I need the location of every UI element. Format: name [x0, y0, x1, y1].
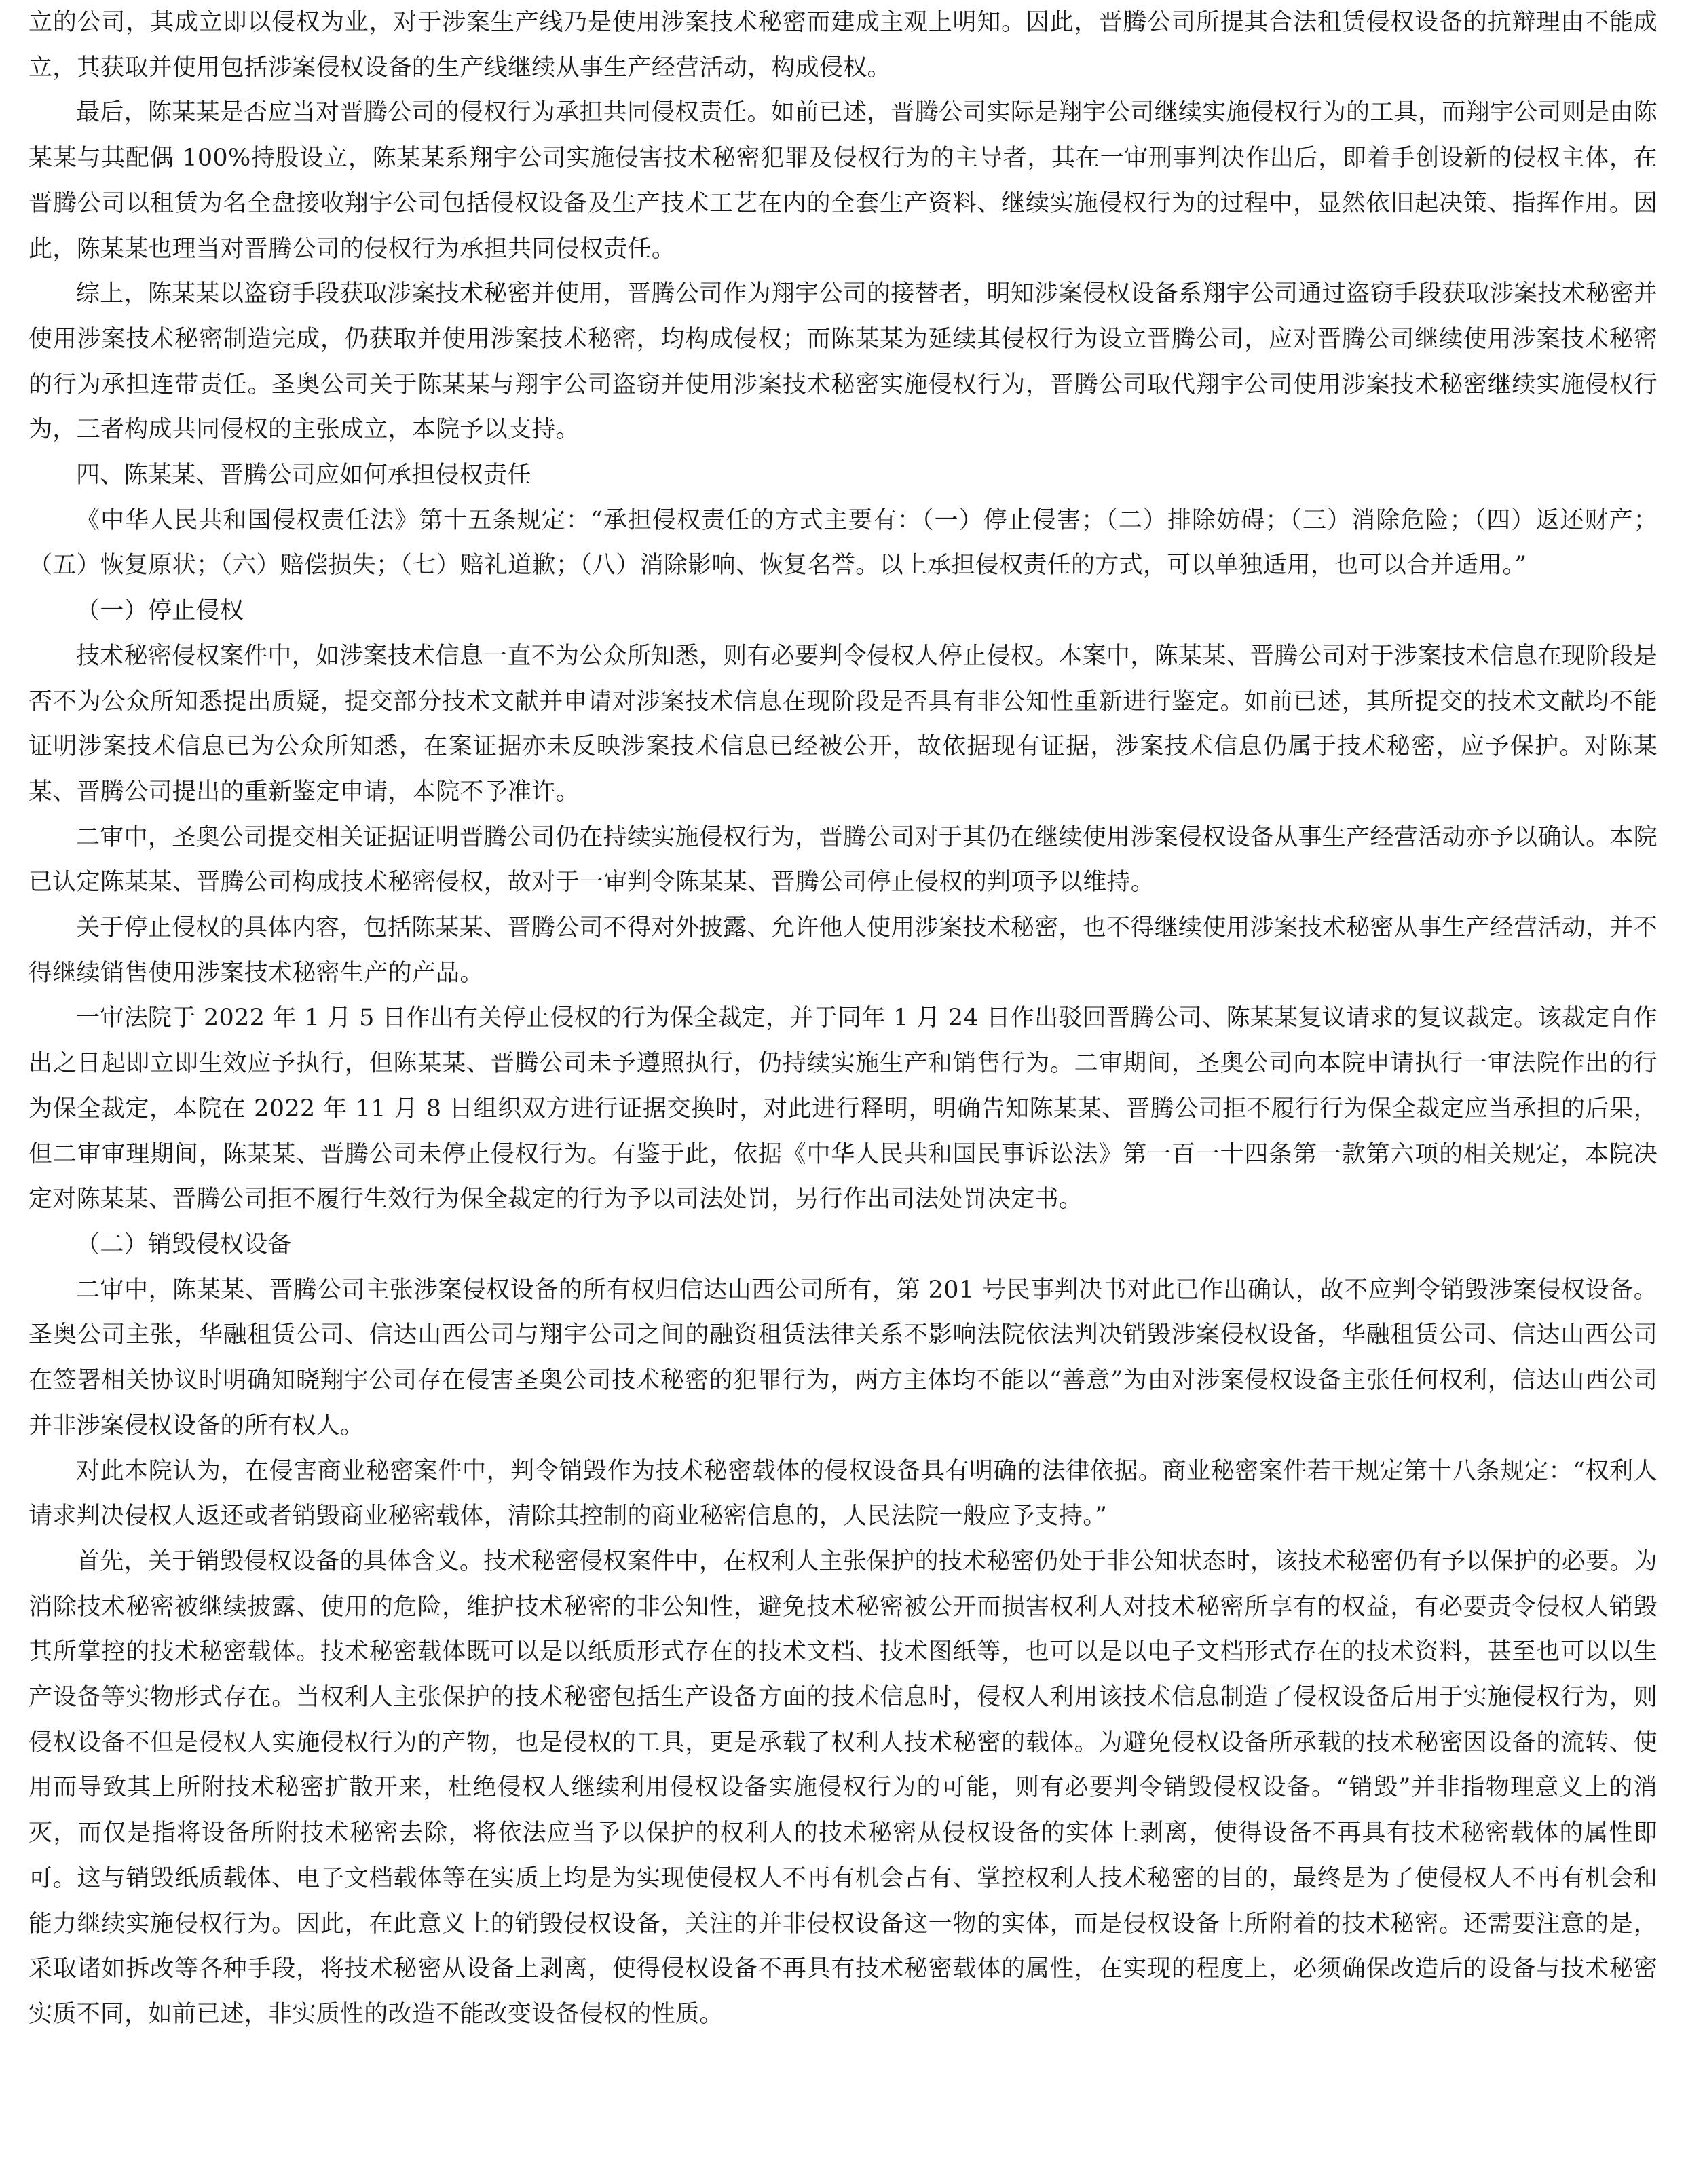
subsection-heading: （一）停止侵权 [76, 597, 244, 625]
paragraph: 《中华人民共和国侵权责任法》第十五条规定：“承担侵权责任的方式主要有：（一）停止侵害；（二）排除妨碍；（三）消除危险；（四）返还财产；（五）恢复原状；（六）赔偿损失；（七）赔礼道歉；（八）消除影响、恢复名誉。以上承担侵权责任的方式，可以单独适用，也可以合并适用。” [29, 506, 1657, 580]
section-heading: 四、陈某某、晋腾公司应如何承担侵权责任 [76, 462, 531, 489]
subsection-heading: （二）销毁侵权设备 [76, 1230, 292, 1258]
paragraph: 首先，关于销毁侵权设备的具体含义。技术秘密侵权案件中，在权利人主张保护的技术秘密仍处于非公知状态时，该技术秘密仍有予以保护的必要。为消除技术秘密被继续披露、使用的危险，维护技术秘密的非公知性，避免技术秘密被公开而损害权利人对技术秘密所享有的权益，有必要责令侵权人销毁其所掌控的技术秘密载体。技术秘密载体既可以是以纸质形式存在的技术文档、技术图纸等，也可以是以电子文档形式存在的技术资料，甚至也可以以生产设备等实物形式存在。当权利人主张保护的技术秘密包括生产设备方面的技术信息时，侵权人利用该技术信息制造了侵权设备后用于实施侵权行为，则侵权设备不但是侵权人实施侵权行为的产物，也是侵权的工具，更是承载了权利人技术秘密的载体。为避免侵权设备所承载的技术秘密因设备的流转、使用而导致其上所附技术秘密扩散开来，杜绝侵权人继续利用侵权设备实施侵权行为的可能，则有必要判令销毁侵权设备。“销毁”并非指物理意义上的消灭，而仅是指将设备所附技术秘密去除，将依法应当予以保护的权利人的技术秘密从侵权设备的实体上剥离，使得设备不再具有技术秘密载体的属性即可。这与销毁纸质载体、电子文档载体等在实质上均是为实现使侵权人不再有机会占有、掌控权利人技术秘密的目的，最终是为了使侵权人不再有机会和能力继续实施侵权行为。因此，在此意义上的销毁侵权设备，关注的并非侵权设备这一物的实体，而是侵权设备上所附着的技术秘密。还需要注意的是，采取诸如拆改等各种手段，将技术秘密从设备上剥离，使得侵权设备不再具有技术秘密载体的属性，在实现的程度上，必须确保改造后的设备与技术秘密实质不同，如前已述，非实质性的改造不能改变设备侵权的性质。 [29, 1547, 1657, 2028]
paragraph: 二审中，圣奥公司提交相关证据证明晋腾公司仍在持续实施侵权行为，晋腾公司对于其仍在继续使用涉案侵权设备从事生产经营活动亦予以确认。本院已认定陈某某、晋腾公司构成技术秘密侵权，故对于一审判令陈某某、晋腾公司停止侵权的判项予以维持。 [29, 823, 1657, 897]
document-page [29, 0, 1657, 2037]
paragraph: 综上，陈某某以盗窃手段获取涉案技术秘密并使用，晋腾公司作为翔宇公司的接替者，明知涉案侵权设备系翔宇公司通过盗窃手段获取涉案技术秘密并使用涉案技术秘密制造完成，仍获取并使用涉案技术秘密，均构成侵权；而陈某某为延续其侵权行为设立晋腾公司，应对晋腾公司继续使用涉案技术秘密的行为承担连带责任。圣奥公司关于陈某某与翔宇公司盗窃并使用涉案技术秘密实施侵权行为，晋腾公司取代翔宇公司使用涉案技术秘密继续实施侵权行为，三者构成共同侵权的主张成立，本院予以支持。 [29, 280, 1657, 444]
paragraph: 立的公司，其成立即以侵权为业，对于涉案生产线乃是使用涉案技术秘密而建成主观上明知。因此，晋腾公司所提其合法租赁侵权设备的抗辩理由不能成立，其获取并使用包括涉案侵权设备的生产线继续从事生产经营活动，构成侵权。 [29, 9, 1657, 81]
paragraph: 技术秘密侵权案件中，如涉案技术信息一直不为公众所知悉，则有必要判令侵权人停止侵权。本案中，陈某某、晋腾公司对于涉案技术信息在现阶段是否不为公众所知悉提出质疑，提交部分技术文献并申请对涉案技术信息在现阶段是否具有非公知性重新进行鉴定。如前已述，其所提交的技术文献均不能证明涉案技术信息已为公众所知悉，在案证据亦未反映涉案技术信息已经被公开，故依据现有证据，涉案技术信息仍属于技术秘密，应予保护。对陈某某、晋腾公司提出的重新鉴定申请，本院不予准许。 [29, 642, 1657, 806]
paragraph: 二审中，陈某某、晋腾公司主张涉案侵权设备的所有权归信达山西公司所有，第 201 号民事判决书对此已作出确认，故不应判令销毁涉案侵权设备。圣奥公司主张，华融租赁公司、信达山西公司与翔宇公司之间的融资租赁法律关系不影响法院依法判决销毁涉案侵权设备，华融租赁公司、信达山西公司在签署相关协议时明确知晓翔宇公司存在侵害圣奥公司技术秘密的犯罪行为，两方主体均不能以“善意”为由对涉案侵权设备主张任何权利，信达山西公司并非涉案侵权设备的所有权人。 [29, 1276, 1657, 1439]
paragraph: 关于停止侵权的具体内容，包括陈某某、晋腾公司不得对外披露、允许他人使用涉案技术秘密，也不得继续使用涉案技术秘密从事生产经营活动，并不得继续销售使用涉案技术秘密生产的产品。 [29, 914, 1657, 987]
paragraph: 最后，陈某某是否应当对晋腾公司的侵权行为承担共同侵权责任。如前已述，晋腾公司实际是翔宇公司继续实施侵权行为的工具，而翔宇公司则是由陈某某与其配偶 100%持股设立，陈某某系翔宇公司实施侵害技术秘密犯罪及侵权行为的主导者，其在一审刑事判决作出后，即着手创设新的侵权主体，在晋腾公司以租赁为名全盘接收翔宇公司包括侵权设备及生产技术工艺在内的全套生产资料、继续实施侵权行为的过程中，显然依旧起决策、指挥作用。因此，陈某某也理当对晋腾公司的侵权行为承担共同侵权责任。 [29, 99, 1657, 263]
paragraph: 对此本院认为，在侵害商业秘密案件中，判令销毁作为技术秘密载体的侵权设备具有明确的法律依据。商业秘密案件若干规定第十八条规定：“权利人请求判决侵权人返还或者销毁商业秘密载体，清除其控制的商业秘密信息的，人民法院一般应予支持。” [29, 1457, 1657, 1530]
paragraph: 一审法院于 2022 年 1 月 5 日作出有关停止侵权的行为保全裁定，并于同年 1 月 24 日作出驳回晋腾公司、陈某某复议请求的复议裁定。该裁定自作出之日起即立即生效应予执行，但陈某某、晋腾公司未予遵照执行，仍持续实施生产和销售行为。二审期间，圣奥公司向本院申请执行一审法院作出的行为保全裁定，本院在 2022 年 11 月 8 日组织双方进行证据交换时，对此进行释明，明确告知陈某某、晋腾公司拒不履行行为保全裁定应当承担的后果，但二审审理期间，陈某某、晋腾公司未停止侵权行为。有鉴于此，依据《中华人民共和国民事诉讼法》第一百一十四条第一款第六项的相关规定，本院决定对陈某某、晋腾公司拒不履行生效行为保全裁定的行为予以司法处罚，另行作出司法处罚决定书。 [29, 1004, 1657, 1213]
